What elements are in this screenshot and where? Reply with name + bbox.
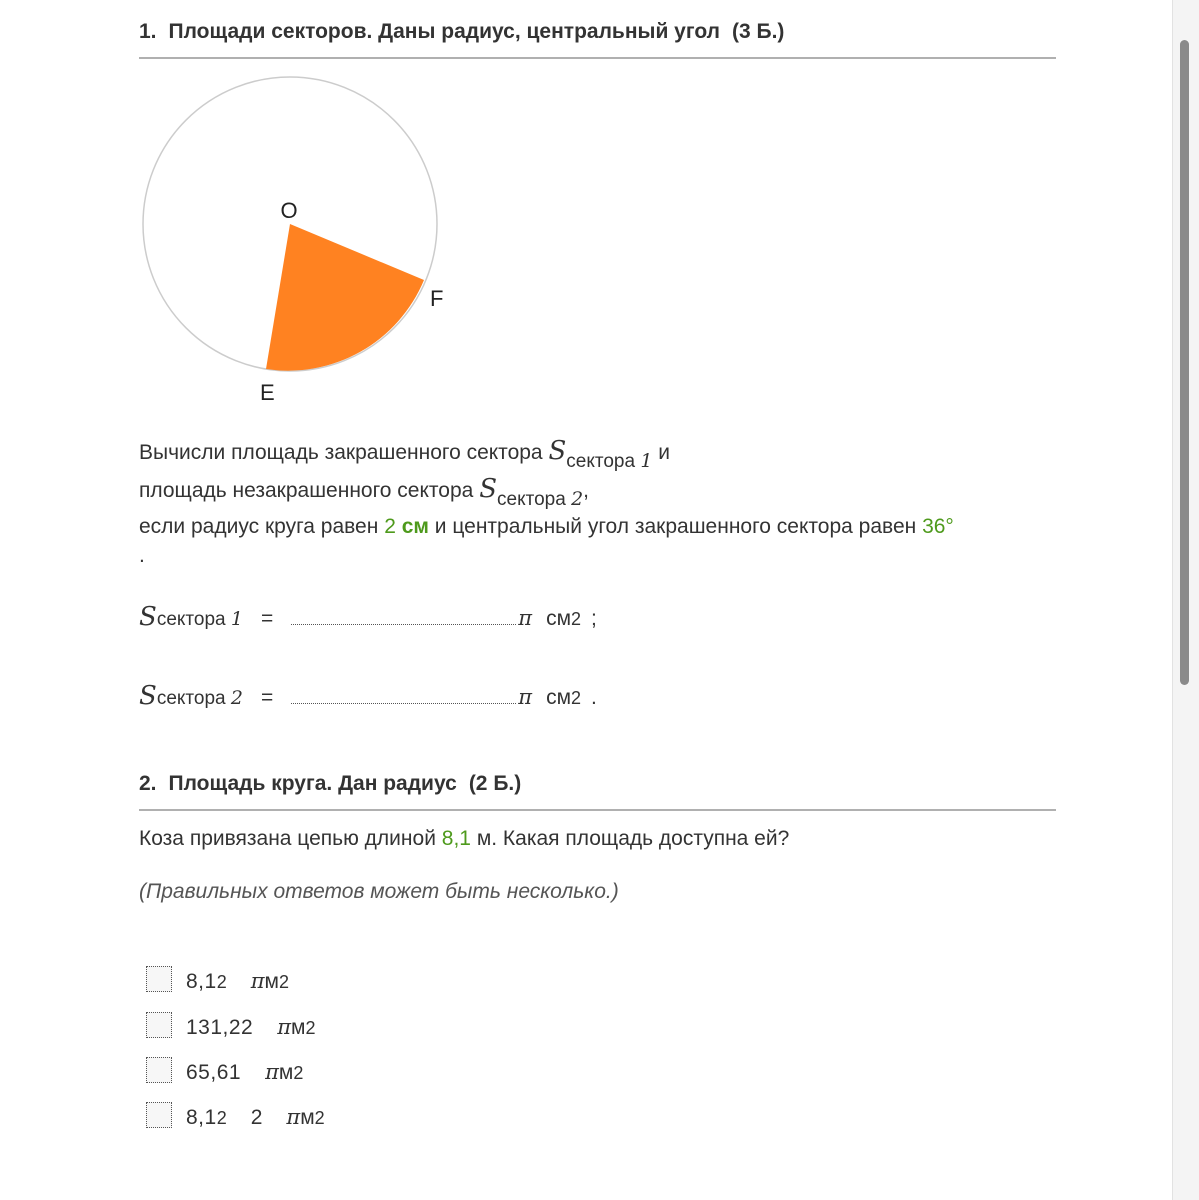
symbol-s2: S	[479, 474, 497, 504]
formula2-end: .	[591, 686, 597, 709]
option-1-checkbox[interactable]	[146, 966, 172, 992]
task1-text-line4: .	[139, 544, 145, 567]
label-point-e: E	[260, 380, 275, 405]
sub-index-1: 1	[640, 450, 653, 472]
task1-divider	[139, 57, 1056, 59]
task1-number: 1.	[139, 20, 157, 43]
option-4-value: 8,1	[186, 1106, 217, 1129]
option-2-pi: π	[277, 1015, 292, 1039]
formula2-exp: 2	[571, 688, 582, 708]
option-3-value: 65,61	[186, 1061, 242, 1084]
answer-option-4[interactable]	[146, 1098, 325, 1130]
sub-index-2: 2	[230, 687, 243, 709]
task1-text-line2	[139, 474, 589, 511]
task1-title	[139, 20, 784, 44]
task2-title	[139, 772, 521, 796]
option-4-factor: 2	[250, 1106, 263, 1129]
task2-note: (Правильных ответов может быть несколько.)	[139, 880, 619, 903]
option-1-value: 8,1	[186, 970, 217, 993]
option-1-pi: π	[250, 969, 265, 993]
option-3-unit: м	[278, 1061, 294, 1084]
sub-index-1: 1	[230, 608, 243, 630]
option-2-value: 131,22	[186, 1016, 254, 1039]
symbol-s1: S	[548, 436, 567, 466]
formula-sector2	[139, 681, 597, 711]
answer-option-3[interactable]	[146, 1053, 303, 1085]
scrollbar-thumb[interactable]	[1180, 40, 1189, 685]
formula2-s: S	[139, 681, 157, 711]
sector-figure	[139, 74, 459, 414]
option-1-unit-exp: 2	[278, 972, 289, 992]
task1-points: (3 Б.)	[731, 20, 785, 43]
formula2-equals: =	[260, 686, 274, 709]
chain-length: 8,1	[441, 827, 471, 850]
task1-title-text: Площади секторов. Даны радиус, центральный угол	[168, 20, 720, 43]
formula1-equals: =	[260, 607, 274, 630]
task2-divider	[139, 809, 1056, 811]
answer-option-2[interactable]	[146, 1008, 316, 1040]
line3-prefix: если радиус круга равен	[139, 515, 379, 538]
sub-word: сектора	[156, 609, 226, 630]
option-4-pi: π	[286, 1105, 301, 1129]
radius-unit: см	[401, 515, 429, 538]
sub-s2	[497, 489, 583, 510]
sub-s1	[566, 451, 652, 472]
label-point-f: F	[430, 286, 444, 311]
answer-option-1[interactable]	[146, 962, 289, 994]
option-4-unit-exp: 2	[314, 1108, 325, 1128]
task2-title-text: Площадь круга. Дан радиус	[168, 772, 457, 795]
formula1-unit: см	[546, 607, 571, 630]
formula2-sub	[157, 687, 243, 710]
option-2-checkbox[interactable]	[146, 1012, 172, 1038]
line3-mid: и центральный угол закрашенного сектора равен	[434, 515, 917, 538]
formula-sector1	[139, 602, 597, 632]
task2-points: (2 Б.)	[468, 772, 522, 795]
line1-suffix: и	[658, 441, 671, 464]
task1-text-line3	[139, 515, 954, 539]
question-prefix: Коза привязана цепью длиной	[139, 827, 436, 850]
sub-word: сектора	[566, 451, 636, 472]
question-suffix: м. Какая площадь доступна ей?	[476, 827, 790, 850]
option-3-checkbox[interactable]	[146, 1057, 172, 1083]
answer-input-sector1[interactable]	[291, 624, 516, 625]
answer-input-sector2[interactable]	[291, 703, 516, 704]
option-2-unit: м	[291, 1016, 306, 1039]
option-1-unit: м	[264, 970, 279, 993]
option-1-value-exp: 2	[216, 972, 227, 992]
radius-value: 2	[384, 515, 396, 538]
task1-text-line1	[139, 436, 670, 473]
task2-number: 2.	[139, 772, 157, 795]
formula2-pi: π	[518, 685, 533, 709]
formula1-sub	[157, 608, 243, 631]
line2-prefix: площадь незакрашенного сектора	[139, 479, 474, 502]
formula1-s: S	[139, 602, 157, 632]
line1-prefix: Вычисли площадь закрашенного сектора	[139, 441, 543, 464]
formula1-pi: π	[518, 606, 533, 630]
sub-word: сектора	[497, 489, 566, 510]
option-4-unit: м	[300, 1106, 315, 1129]
label-center-o: O	[280, 198, 298, 223]
option-4-value-exp: 2	[216, 1108, 227, 1128]
line2-suffix: ,	[583, 479, 590, 502]
option-4-checkbox[interactable]	[146, 1102, 172, 1128]
option-3-unit-exp: 2	[293, 1063, 304, 1083]
angle-value: 36°	[922, 515, 954, 538]
formula1-end: ;	[591, 607, 597, 630]
formula1-exp: 2	[571, 609, 582, 629]
option-2-unit-exp: 2	[305, 1018, 316, 1038]
sub-index-2: 2	[571, 488, 584, 510]
task2-question	[139, 827, 789, 851]
formula2-unit: см	[546, 686, 571, 709]
sub-word: сектора	[156, 688, 226, 709]
option-3-pi: π	[265, 1060, 279, 1084]
